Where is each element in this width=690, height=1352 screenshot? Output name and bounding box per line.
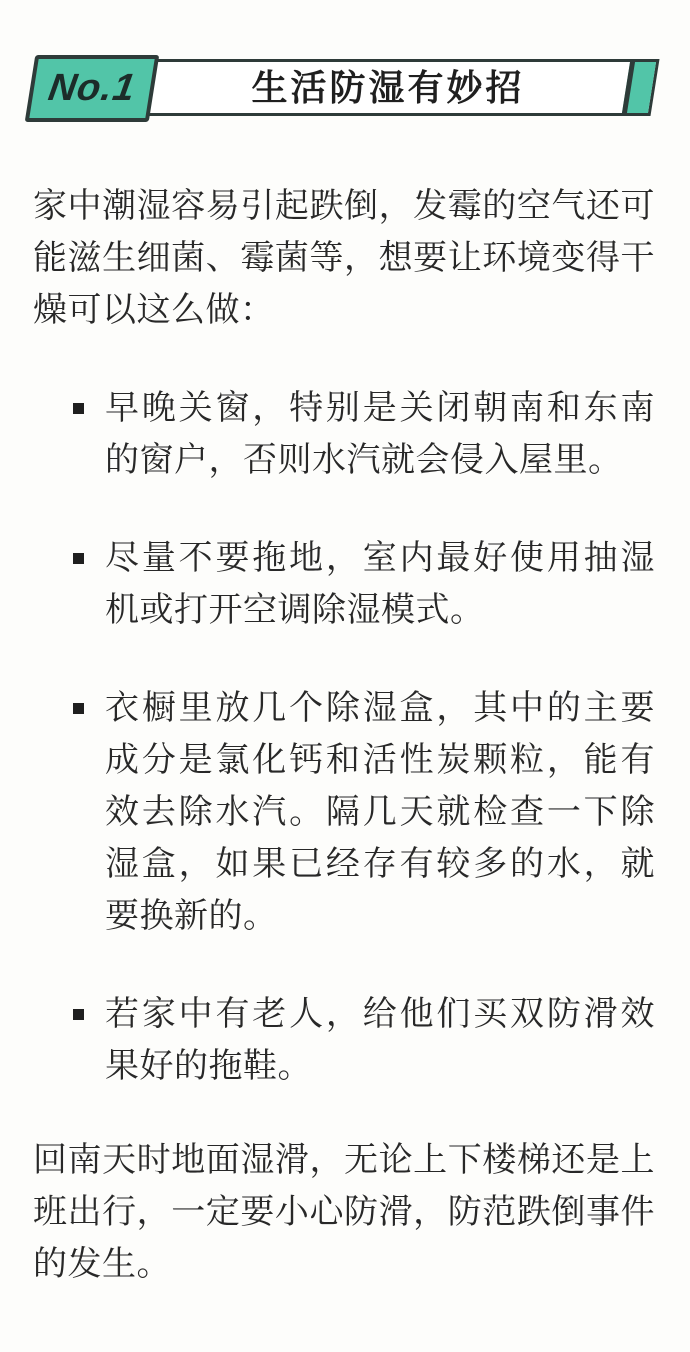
tip-text: 尽量不要拖地，室内最好使用抽湿机或打开空调除湿模式。 — [105, 539, 655, 629]
section-number-label: No.1 — [45, 67, 139, 109]
article-page — [0, 55, 690, 1290]
bullet-square-icon — [73, 553, 84, 564]
article-content — [0, 180, 690, 1290]
closing-paragraph: 回南天时地面湿滑，无论上下楼梯还是上班出行，一定要小心防滑，防范跌倒事件的发生。 — [33, 1141, 655, 1283]
bullet-square-icon — [73, 403, 84, 414]
bullet-square-icon — [73, 1009, 84, 1020]
list-item — [33, 382, 655, 486]
section-number-badge — [25, 55, 160, 122]
tips-list — [33, 382, 655, 1092]
tip-text: 若家中有老人，给他们买双防滑效果好的拖鞋。 — [105, 995, 655, 1085]
intro-paragraph: 家中潮湿容易引起跌倒，发霉的空气还可能滋生细菌、霉菌等，想要让环境变得干燥可以这么做： — [33, 187, 655, 329]
list-item — [33, 682, 655, 942]
bullet-square-icon — [73, 703, 84, 714]
section-header-banner — [30, 55, 657, 122]
section-title: 生活防湿有妙招 — [251, 67, 525, 108]
list-item — [33, 988, 655, 1092]
tip-text: 衣橱里放几个除湿盒，其中的主要成分是氯化钙和活性炭颗粒，能有效去除水汽。隔几天就检查一下除湿盒，如果已经存有较多的水，就要换新的。 — [105, 689, 655, 935]
tip-text: 早晚关窗，特别是关闭朝南和东南的窗户，否则水汽就会侵入屋里。 — [105, 389, 655, 479]
list-item — [33, 532, 655, 636]
